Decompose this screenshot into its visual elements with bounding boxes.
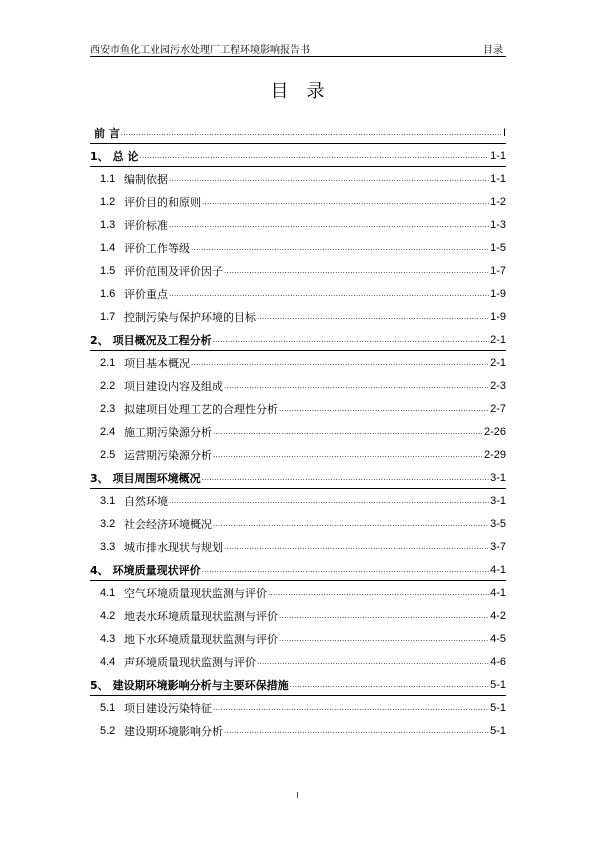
- toc-entry-number: 2.1: [100, 356, 116, 369]
- toc-section-entry[interactable]: [90, 397, 506, 420]
- toc-chapter-entry[interactable]: [90, 328, 506, 351]
- toc-entry-page: 4-2: [490, 609, 506, 622]
- header-rule: [90, 56, 506, 57]
- toc-dot-leader: [279, 633, 489, 645]
- toc-entry-title: 评价重点: [124, 287, 168, 301]
- toc-entry-number: 1.6: [100, 287, 116, 300]
- toc-dot-leader: [279, 403, 489, 415]
- toc-section-entry[interactable]: [90, 420, 506, 443]
- toc-dot-leader: [213, 449, 483, 461]
- toc-dot-leader: [169, 495, 489, 507]
- toc-entry-page: 4-6: [490, 655, 506, 668]
- toc-section-entry[interactable]: [90, 581, 506, 604]
- toc-entry-title: 控制污染与保护环境的目标: [124, 310, 256, 324]
- toc-entry-page: 4-5: [490, 632, 506, 645]
- toc-entry-page: 1-3: [490, 218, 506, 231]
- toc-section-entry[interactable]: [90, 719, 506, 742]
- toc-entry-title: 编制依据: [124, 172, 168, 186]
- toc-section-entry[interactable]: [90, 374, 506, 397]
- toc-chapter-entry[interactable]: [90, 558, 506, 581]
- toc-section-entry[interactable]: [90, 650, 506, 673]
- toc-entry-page: 2-26: [483, 425, 506, 438]
- toc-dot-leader: [224, 541, 489, 553]
- toc-entry-title: 自然环境: [124, 494, 168, 508]
- toc-dot-leader: [213, 518, 489, 530]
- toc-chapter-entry[interactable]: [90, 121, 506, 144]
- toc-entry-title: 建设期环境影响分析与主要环保措施: [112, 678, 289, 692]
- page-title: 目录: [270, 81, 343, 102]
- toc-section-entry[interactable]: [90, 213, 506, 236]
- toc-dot-leader: [191, 357, 489, 369]
- toc-entry-title: 项目概况及工程分析: [112, 333, 212, 347]
- toc-section-entry[interactable]: [90, 259, 506, 282]
- toc-entry-title: 空气环境质量现状监测与评价: [124, 586, 267, 600]
- toc-entry-number: 5.2: [100, 724, 116, 737]
- running-header-title: 西安市鱼化工业园污水处理厂工程环境影响报告书: [90, 45, 310, 56]
- toc-entry-number: 2.3: [100, 402, 116, 415]
- toc-section-entry[interactable]: [90, 696, 506, 719]
- toc-section-entry[interactable]: [90, 627, 506, 650]
- toc-section-entry[interactable]: [90, 489, 506, 512]
- toc-entry-number: 2.4: [100, 425, 116, 438]
- toc-entry-page: 1-1: [490, 149, 506, 162]
- toc-entry-title: 地表水环境质量现状监测与评价: [124, 609, 278, 623]
- toc-dot-leader: [279, 610, 489, 622]
- toc-entry-page: 2-1: [490, 333, 506, 346]
- toc-dot-leader: [169, 219, 489, 231]
- toc-section-entry[interactable]: [90, 351, 506, 374]
- toc-entry-number: 1.4: [100, 241, 116, 254]
- toc-section-entry[interactable]: [90, 535, 506, 558]
- toc-dot-leader: [268, 587, 489, 599]
- toc-dot-leader: [290, 679, 489, 691]
- toc-dot-leader: [169, 288, 489, 300]
- toc-entry-title: 前 言: [94, 126, 120, 140]
- toc-entry-page: I: [502, 126, 506, 139]
- toc-entry-number: 1.3: [100, 218, 116, 231]
- toc-entry-number: 3.1: [100, 494, 116, 507]
- toc-dot-leader: [213, 426, 483, 438]
- toc-entry-page: 4-1: [490, 586, 506, 599]
- toc-section-entry[interactable]: [90, 305, 506, 328]
- toc-entry-number: 2.2: [100, 379, 116, 392]
- toc-entry-title: 项目建设内容及组成: [124, 379, 223, 393]
- toc-entry-title: 城市排水现状与规划: [124, 540, 223, 554]
- toc-entry-page: 1-5: [490, 241, 506, 254]
- toc-entry-number: 4.2: [100, 609, 116, 622]
- toc-entry-page: 1-1: [490, 172, 506, 185]
- toc-entry-page: 2-3: [490, 379, 506, 392]
- toc-entry-page: 3-5: [490, 517, 506, 530]
- toc-dot-leader: [140, 150, 490, 162]
- toc-entry-page: 4-1: [490, 563, 506, 576]
- toc-dot-leader: [202, 196, 489, 208]
- toc-section-entry[interactable]: [90, 443, 506, 466]
- toc-entry-title: 声环境质量现状监测与评价: [124, 655, 256, 669]
- toc-entry-title: 评价范围及评价因子: [124, 264, 223, 278]
- toc-entry-page: 5-1: [490, 724, 506, 737]
- toc-dot-leader: [257, 656, 489, 668]
- toc-dot-leader: [121, 127, 502, 139]
- toc-section-entry[interactable]: [90, 604, 506, 627]
- toc-section-entry[interactable]: [90, 512, 506, 535]
- toc-entry-page: 3-7: [490, 540, 506, 553]
- toc-section-entry[interactable]: [90, 167, 506, 190]
- toc-entry-title: 建设期环境影响分析: [124, 724, 223, 738]
- toc-entry-page: 1-9: [490, 287, 506, 300]
- toc-dot-leader: [224, 380, 489, 392]
- toc-dot-leader: [224, 725, 489, 737]
- toc-entry-number: 2.5: [100, 448, 116, 461]
- toc-entry-title: 评价标准: [124, 218, 168, 232]
- toc-dot-leader: [202, 564, 489, 576]
- toc-section-entry[interactable]: [90, 236, 506, 259]
- toc-entry-page: 3-1: [490, 471, 506, 484]
- toc-entry-page: 1-7: [490, 264, 506, 277]
- toc-entry-number: 3、: [90, 471, 109, 485]
- toc-dot-leader: [191, 242, 489, 254]
- toc-entry-page: 2-1: [490, 356, 506, 369]
- toc-entry-title: 环境质量现状评价: [112, 563, 201, 577]
- toc-entry-title: 地下水环境质量现状监测与评价: [124, 632, 278, 646]
- toc-entry-title: 评价工作等级: [124, 241, 190, 255]
- toc-entry-number: 5、: [90, 678, 109, 692]
- table-of-contents: [90, 121, 506, 742]
- toc-entry-number: 1.2: [100, 195, 116, 208]
- toc-entry-page: 2-7: [490, 402, 506, 415]
- toc-dot-leader: [213, 702, 489, 714]
- toc-entry-page: 3-1: [490, 494, 506, 507]
- toc-entry-title: 评价目的和原则: [124, 195, 201, 209]
- toc-entry-page: 2-29: [483, 448, 506, 461]
- toc-chapter-entry[interactable]: [90, 144, 506, 167]
- toc-entry-page: 5-1: [490, 701, 506, 714]
- toc-chapter-entry[interactable]: [90, 466, 506, 489]
- toc-section-entry[interactable]: [90, 282, 506, 305]
- toc-entry-number: 1.1: [100, 172, 116, 185]
- toc-dot-leader: [169, 173, 489, 185]
- page-number: I: [296, 791, 299, 800]
- toc-entry-number: 3.2: [100, 517, 116, 530]
- toc-dot-leader: [224, 265, 489, 277]
- toc-entry-page: 1-9: [490, 310, 506, 323]
- toc-entry-number: 5.1: [100, 701, 116, 714]
- toc-entry-page: 1-2: [490, 195, 506, 208]
- toc-dot-leader: [213, 334, 489, 346]
- toc-entry-title: 施工期污染源分析: [124, 425, 212, 439]
- toc-entry-number: 1、: [90, 149, 109, 163]
- toc-entry-number: 4、: [90, 563, 109, 577]
- toc-entry-page: 5-1: [490, 678, 506, 691]
- toc-dot-leader: [257, 311, 489, 323]
- toc-section-entry[interactable]: [90, 190, 506, 213]
- toc-dot-leader: [202, 472, 489, 484]
- toc-entry-number: 1.5: [100, 264, 116, 277]
- toc-entry-number: 4.3: [100, 632, 116, 645]
- toc-entry-number: 2、: [90, 333, 109, 347]
- toc-entry-title: 拟建项目处理工艺的合理性分析: [124, 402, 278, 416]
- toc-entry-title: 社会经济环境概况: [124, 517, 212, 531]
- toc-entry-title: 项目基本概况: [124, 356, 190, 370]
- toc-entry-title: 运营期污染源分析: [124, 448, 212, 462]
- toc-entry-number: 4.1: [100, 586, 116, 599]
- toc-entry-title: 总 论: [112, 149, 139, 163]
- running-header-section: 目录: [483, 45, 503, 56]
- toc-entry-title: 项目建设污染特征: [124, 701, 212, 715]
- toc-entry-number: 1.7: [100, 310, 116, 323]
- toc-chapter-entry[interactable]: [90, 673, 506, 696]
- toc-entry-title: 项目周围环境概况: [112, 471, 201, 485]
- toc-entry-number: 3.3: [100, 540, 116, 553]
- toc-entry-number: 4.4: [100, 655, 116, 668]
